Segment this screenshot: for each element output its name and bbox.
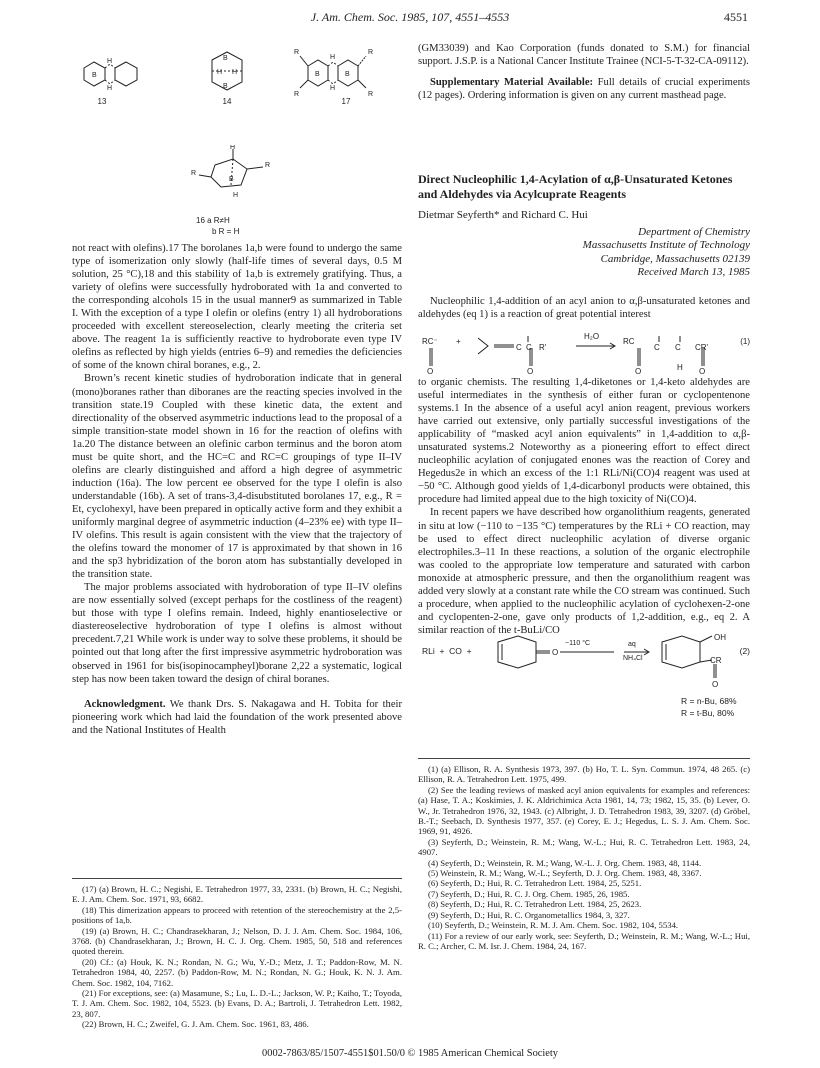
supplementary-text: Full details of crucial experiments (12 pages). Ordering information is given on any current masthead page. [418, 77, 750, 102]
affiliation [418, 226, 750, 280]
footnote: (19) (a) Brown, H. C.; Chandrasekharan, J.; Nelson, D. J. J. Am. Chem. Soc. 1984, 106, 3768. (b) Chandrasekharan, J.; Brown, H. C. J. Org. Chem. 1985, 50, 518 and references quoted therein. [72, 925, 402, 957]
acknowledgment-text: We thank Drs. S. Nakagawa and H. Tobita for their pioneering work which had laid the foundation of the work presented above and the National Institutes of Health [72, 698, 402, 736]
eq2-temperature: −110 °C [565, 640, 591, 647]
footnote: (17) (a) Brown, H. C.; Negishi, E. Tetrahedron 1977, 33, 2331. (b) Brown, H. C.; Negishi, E. J. Am. Chem. Soc. 1971, 93, 6682. [72, 884, 402, 905]
svg-text:C: C [526, 343, 532, 352]
svg-text:R: R [294, 49, 300, 56]
affiliation-line: Cambridge, Massachusetts 02139 [600, 252, 750, 265]
svg-text:H: H [233, 192, 239, 199]
svg-text:O: O [552, 648, 559, 657]
svg-text:H: H [217, 69, 223, 76]
svg-text:H: H [330, 54, 336, 61]
eq1-plus: + [456, 337, 461, 346]
eq2-aq: aq [628, 641, 636, 648]
affiliation-line: Department of Chemistry [638, 226, 750, 238]
svg-text:H: H [107, 58, 113, 65]
footnote: (11) For a review of our early work, see: Seyferth, D.; Weinstein, R. M.; Wang, W.-L.; Hui, R. C.; Archer, C. M. Isr. J. Chem. 1984, 24, 167. [418, 930, 750, 951]
paragraph: The major problems associated with hydroboration of type II–IV olefins are now essentially solved (except perhaps for the costliness of the reagent) but those with type I olefins remain. Indeed, highly enantioselective or diastereoselective hydroboration of type I olefins is almost without precedent.7,21 While work is under way to solve these problems, it should be pointed out that long after the first impressive asymmetric hydroboration was observed in 1961 for bis(isopinocampheyl)borane 2,22 a systematic, logical step has now been taken toward the design of chiral boranes. [72, 582, 402, 685]
footnote: (10) Seyferth, D.; Weinstein, R. M. J. Am. Chem. Soc. 1982, 104, 5534. [428, 920, 679, 931]
svg-text:O: O [699, 367, 706, 374]
svg-text:R: R [191, 170, 197, 177]
svg-text:B: B [223, 83, 228, 90]
svg-text:R': R' [539, 343, 547, 352]
svg-text:R: R [368, 49, 374, 56]
svg-text:R: R [368, 91, 374, 98]
svg-text:H: H [677, 363, 683, 372]
footnote: (18) This dimerization appears to proceed with retention of the stereochemistry at the 2,5-positions of 1a,b. [72, 904, 402, 926]
paragraph: not react with olefins).17 The borolanes 1a,b were found to undergo the same type of isomerization only slowly (half-life times of several days, 0.5 M solution, 25 °C),18 and this stability of 1a,b is extremely gratifying. Thus, a variety of olefins were successfully hydroborated with 1a and converted to the corresponding alcohols 15 in the usual manner9 as summarized in Table I. With the exception of a type I olefin or olefins (entry 1) all hydroborations proceeded with excellent stereoselection, clearly meeting the criteria set above. The reagent 1a is sufficiently reactive to hydroborate even type IV olefins as reflected by high yields (entries 6–9) and remedies the deficiencies of some of the known chiral boranes, e.g., 2. [72, 243, 402, 372]
svg-text:C: C [654, 343, 660, 352]
eq2-yield-tbu: R = t-Bu, 80% [681, 708, 735, 718]
compound-14-label: 14 [222, 97, 232, 106]
svg-text:CR': CR' [695, 343, 709, 352]
right-top-text [418, 42, 750, 102]
eq2-number: (2) [739, 646, 750, 656]
svg-text:H: H [230, 145, 236, 151]
footnote: (20) Cf.: (a) Houk, K. N.; Rondan, N. G.; Wu, Y.-D.; Metz, J. T.; Paddon-Row, M. N. Tetrahedron 1984, 40, 2257. (b) Paddon-Row, M. N.; Rondan, N. G.; Houk, K. N. J. Am. Chem. Soc. 1982, 104, 7162. [72, 956, 402, 988]
footnote: (6) Seyferth, D.; Hui, R. C. Tetrahedron Lett. 1984, 25, 5251. [428, 878, 642, 889]
eq1-number: (1) [740, 337, 750, 346]
svg-text:OH: OH [714, 633, 726, 642]
svg-text:H: H [330, 85, 336, 92]
svg-text:B: B [229, 176, 234, 183]
funding-text: (GM33039) and Kao Corporation (funds donated to S.M.) for financial support. J.S.P. is a National Cancer Institute Trainee (NCI-5-T-32-CA-09112). [418, 43, 750, 68]
right-footnotes [418, 764, 750, 951]
paragraph: In recent papers we have described how organolithium reagents, generated in situ at low (−110 to −135 °C) temperatures by the RLi + CO reaction, may be used to effect direct nucleophilic acylation of diverse organic electrophiles.3–11 In these reactions, a solution of the organic electrophile was cooled to the appropriate low temperature and saturated with carbon monoxide at atmospheric pressure, and then the organolithium reagent was added very slowly at a constant rate while the CO stream was continued. Such a procedure, when applied to the nucleophilic acylation of cyclohexen-2-one and cyclopenten-2-one, gave only products of 1,2-addition, e.g., eq 2. A similar reaction of the t-BuLi/CO [418, 507, 750, 636]
left-footnotes [72, 884, 402, 1030]
eq2-reactants: RLi + CO + [422, 646, 472, 656]
svg-text:B: B [315, 71, 320, 78]
paragraph: to organic chemists. The resulting 1,4-diketones or 1,4-keto aldehydes are useful intermediates in the synthesis of either furan or cyclopentenone systems.1 In the absence of a useful acyl anion reagent, previous workers have carried out extensive, only partially successful investigations of the applicability of “masked acyl anion equivalents” in 1,4-addition to α,β-unsaturated systems.2 Noteworthy as a pioneering effort to effect direct nucleophilic acylation of conjugated enones was the reaction of Corey and Hegedus2e in which an excess of the 1:1 RLi/Ni(CO)4 reagent was used at −50 °C. Although good yields of 1,4-dicarbonyl products were obtained, this procedure had limited appeal due to the high toxicity of Ni(CO)4. [418, 377, 750, 506]
eq2-workup: NH₄Cl [623, 655, 643, 662]
eq1-acyl-anion: RC⁻ [422, 337, 438, 346]
supplementary-heading: Supplementary Material Available: [430, 77, 594, 89]
svg-text:H: H [232, 69, 238, 76]
svg-text:R: R [294, 91, 300, 98]
footnote: (8) Seyferth, D.; Hui, R. C. Tetrahedron Lett. 1984, 25, 2623. [428, 899, 642, 910]
compound-16b-label: b R = H [212, 227, 240, 236]
transition-state-16-structure [185, 145, 285, 207]
footnote: (22) Brown, H. C.; Zweifel, G. J. Am. Chem. Soc. 1961, 83, 486. [82, 1019, 309, 1030]
received-date: Received March 13, 1985 [637, 266, 750, 279]
compound-17-label: 17 [341, 97, 351, 106]
article-authors: Dietmar Seyferth* and Richard C. Hui [418, 209, 588, 221]
copyright-footer: 0002-7863/85/1507-4551$01.50/0 © 1985 American Chemical Society [262, 1048, 558, 1059]
paragraph: Brown’s recent kinetic studies of hydroboration indicate that in general (mono)boranes rather than diboranes are the reacting species involved in the transition state.19 Coupled with these kinetic data, the extent and directionality of the observed asymmetric inductions lead to the proposal of a simple transition-state model shown in 16 for the reaction of olefins with 1a.20 The distance between an olefinic carbon terminus and the boron atom must be quite short, and the HC=C and RC=C groupings of type II–IV olefins are clearly distinguished and afford a high degree of asymmetric induction (16a). The low percent ee observed for the type I olefin is also understandable (16b). A set of trans-3,4-disubstituted borolanes 17, e.g., R = Et, cyclohexyl, have been prepared in optically active form and they exhibit a uniformly marginal degree of asymmetric induction (4–23% ee) with type II–IV olefins. This result is again consistent with the view that the trajectory of the olefins toward the monomer of 17 is approximated by that shown in 16 and the sp3 hybridization of the boron atom has substantially developed in the transition state. [72, 373, 402, 581]
footnote: (1) (a) Ellison, R. A. Synthesis 1973, 397. (b) Ho, T. L. Syn. Commun. 1974, 48 265. (c) Ellison, R. A. Tetrahedron Lett. 1975, 499. [418, 764, 750, 785]
footnote: (3) Seyferth, D.; Weinstein, R. M.; Wang, W.-L.; Hui, R. C. Tetrahedron Lett. 1983, 24, 4907. [418, 836, 750, 858]
compound-16a-label: 16 a R≠H [196, 216, 230, 225]
acknowledgment [72, 698, 402, 737]
footnote: (2) See the leading reviews of masked acyl anion equivalents for examples and references: (a) Hase, T. A.; Koskimies, J. K. Aldrichimica Acta 1981, 14, 73; 1982, 15, 35. (b) Lever, O. W., Jr. Tetrahedron 1976, 32, 1943. (c) Albright, J. D. Tetrahedron 1983, 39, 3207. (d) Gröbel, B.-T.; Seebach, D. Synthesis 1977, 357. (e) Corey, E. J.; Hegedus, L. S. J. Am. Chem. Soc. 1969, 91, 4926. [418, 784, 750, 837]
svg-text:R: R [265, 162, 271, 169]
left-body-text [72, 242, 402, 737]
equation-1: C C R' C C CR' O O O H O RC⁻ + H₂O RC (1) [418, 332, 750, 374]
journal-citation: J. Am. Chem. Soc. 1985, 107, 4551–4553 [310, 10, 510, 24]
eq2-yield-nbu: R = n-Bu, 68% [681, 696, 737, 706]
svg-text:O: O [527, 367, 534, 374]
svg-text:B: B [223, 55, 228, 62]
svg-text:O: O [712, 680, 719, 689]
intro-paragraph [418, 295, 750, 321]
footnote: (9) Seyferth, D.; Hui, R. C. Organometallics 1984, 3, 327. [428, 909, 630, 920]
equation-2 [418, 632, 750, 730]
page-number: 4551 [724, 10, 748, 24]
paragraph: Nucleophilic 1,4-addition of an acyl anion to α,β-unsaturated ketones and aldehydes (eq 1) is a reaction of great potential interest [418, 296, 750, 321]
footnote-divider [418, 758, 750, 759]
svg-text:H: H [107, 85, 113, 92]
right-body-text [418, 376, 750, 637]
supplementary-material [418, 76, 750, 102]
svg-text:O: O [635, 367, 642, 374]
footnote: (21) For exceptions, see: (a) Masamune, S.; Lu, L. D.-L.; Jackson, W. P.; Kaiho, T.; Toyoda, T. J. Am. Chem. Soc. 1982, 104, 5523. (b) Evans, D. A.; Bartroli, J. Tetrahedron Lett. 1982, 23, 807. [72, 988, 402, 1019]
compound-13-label: 13 [97, 97, 107, 106]
svg-text:O: O [427, 367, 434, 374]
svg-text:B: B [345, 71, 350, 78]
svg-text:C: C [516, 343, 522, 352]
svg-text:CR: CR [710, 656, 722, 665]
svg-text:C: C [675, 343, 681, 352]
eq1-reagent: H₂O [584, 332, 600, 341]
footnote: (5) Weinstein, R. M.; Wang, W.-L.; Seyferth, D. J. Org. Chem. 1983, 48, 3367. [428, 868, 702, 879]
affiliation-line: Massachusetts Institute of Technology [582, 239, 750, 252]
svg-text:B: B [92, 72, 97, 79]
footnote: (4) Seyferth, D.; Weinstein, R. M.; Wang, W.-L. J. Org. Chem. 1983, 48, 1144. [428, 857, 702, 868]
acknowledgment-heading: Acknowledgment. [84, 698, 166, 710]
footnote-divider [72, 878, 402, 879]
article-title: Direct Nucleophilic 1,4-Acylation of α,β-Unsaturated Ketones and Aldehydes via Acylcuprate Reagents [418, 172, 733, 201]
footnote: (7) Seyferth, D.; Hui, R. C. J. Org. Chem. 1985, 26, 1985. [428, 888, 630, 899]
